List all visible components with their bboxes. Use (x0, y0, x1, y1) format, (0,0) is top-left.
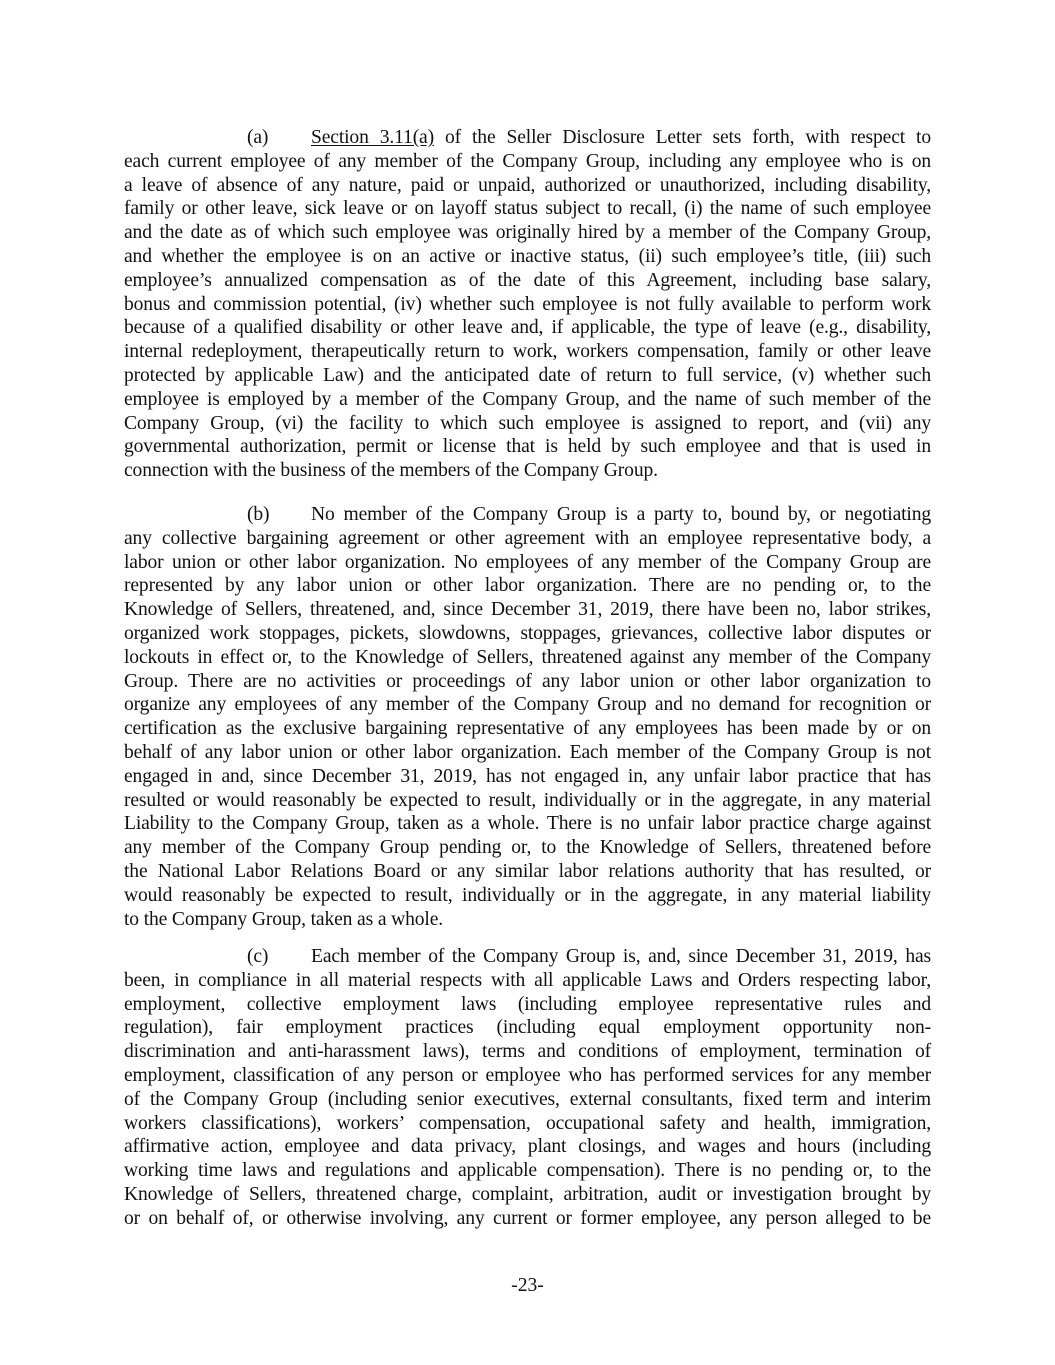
paragraph-line: Group. There are no activities or proceedings of any labor union or other labor organization to (124, 670, 931, 692)
paragraph-text: of the Seller Disclosure Letter sets forth, with respect to (433, 127, 931, 148)
paragraph-line: Company Group, (vi) the facility to which such employee is assigned to report, and (vii) any (124, 412, 931, 434)
paragraph-line: represented by any labor union or other labor organization. There are no pending or, to the (124, 575, 931, 597)
paragraph-text: No member of the Company Group is a party to, bound by, or negotiating (311, 504, 931, 525)
paragraph-line: certification as the exclusive bargaining representative of any employees has been made by or on (124, 718, 931, 740)
paragraph-line: any member of the Company Group pending or, to the Knowledge of Sellers, threatened before (124, 837, 931, 859)
paragraph-line: discrimination and anti-harassment laws), terms and conditions of employment, termination of (124, 1041, 931, 1063)
paragraph-line: connection with the business of the members of the Company Group. (124, 460, 658, 482)
paragraph-line: resulted or would reasonably be expected to result, individually or in the aggregate, in any material (124, 789, 931, 811)
paragraph-line: affirmative action, employee and data privacy, plant closings, and wages and hours (including (124, 1136, 931, 1158)
paragraph-line: behalf of any labor union or other labor organization. Each member of the Company Group is not (124, 741, 931, 763)
paragraph-label: (a) (247, 127, 269, 148)
paragraph-line: each current employee of any member of the Company Group, including any employee who is on (124, 150, 931, 172)
paragraph-first-line (124, 126, 931, 150)
paragraph-line: organized work stoppages, pickets, slowdowns, stoppages, grievances, collective labor disputes or (124, 622, 931, 644)
paragraph-line: organize any employees of any member of the Company Group and no demand for recognition or (124, 694, 931, 716)
paragraph-line: employment, collective employment laws (including employee representative rules and (124, 993, 931, 1015)
paragraph-line: employment, classification of any person or employee who has performed services for any member (124, 1064, 931, 1086)
paragraph-line: lockouts in effect or, to the Knowledge of Sellers, threatened against any member of the Company (124, 646, 931, 668)
paragraph-line: working time laws and regulations and applicable compensation). There is no pending or, to the (124, 1160, 931, 1182)
paragraph-line: a leave of absence of any nature, paid or unpaid, authorized or unauthorized, including disability, (124, 174, 931, 196)
paragraph-line: or on behalf of, or otherwise involving, any current or former employee, any person alleged to be (124, 1207, 931, 1229)
paragraph-c (124, 945, 931, 1231)
paragraph-first-line (124, 503, 931, 527)
paragraph-line: of the Company Group (including senior executives, external consultants, fixed term and interim (124, 1088, 931, 1110)
paragraph-text: Each member of the Company Group is, and, since December 31, 2019, has (311, 946, 931, 967)
paragraph-line: workers classifications), workers’ compensation, occupational safety and health, immigration, (124, 1112, 931, 1134)
paragraph-line: bonus and commission potential, (iv) whether such employee is not fully available to perform work (124, 293, 931, 315)
paragraph-line: labor union or other labor organization. No employees of any member of the Company Group are (124, 551, 931, 573)
paragraph-line: employee’s annualized compensation as of the date of this Agreement, including base salary, (124, 269, 931, 291)
paragraph-line: Knowledge of Sellers, threatened charge, complaint, arbitration, audit or investigation brought by (124, 1183, 931, 1205)
paragraph-line: regulation), fair employment practices (including equal employment opportunity non- (124, 1017, 931, 1039)
paragraph-line: would reasonably be expected to result, individually or in the aggregate, in any material liability (124, 884, 931, 906)
paragraph-line: Liability to the Company Group, taken as a whole. There is no unfair labor practice charge against (124, 813, 931, 835)
paragraph-line: protected by applicable Law) and the anticipated date of return to full service, (v) whether such (124, 364, 931, 386)
paragraph-line: engaged in and, since December 31, 2019, has not engaged in, any unfair labor practice that has (124, 765, 931, 787)
paragraph-line: employee is employed by a member of the Company Group, and the name of such member of the (124, 388, 931, 410)
paragraph-label: (b) (247, 504, 270, 525)
paragraph-a (124, 126, 931, 483)
paragraph-label: (c) (247, 946, 269, 967)
paragraph-line: been, in compliance in all material respects with all applicable Laws and Orders respecting labor, (124, 969, 931, 991)
paragraph-b (124, 503, 931, 931)
section-reference-link[interactable]: Section 3.11(a) (311, 127, 434, 148)
page-number: -23- (511, 1275, 544, 1296)
paragraph-line: because of a qualified disability or other leave and, if applicable, the type of leave (e.g., disability, (124, 317, 931, 339)
paragraph-line: family or other leave, sick leave or on layoff status subject to recall, (i) the name of such employee (124, 198, 931, 220)
paragraph-line: Knowledge of Sellers, threatened, and, since December 31, 2019, there have been no, labor strikes, (124, 599, 931, 621)
paragraph-line: governmental authorization, permit or license that is held by such employee and that is used in (124, 436, 931, 458)
paragraph-line: to the Company Group, taken as a whole. (124, 908, 444, 930)
paragraph-line: any collective bargaining agreement or other agreement with an employee representative body, a (124, 527, 931, 549)
paragraph-line: the National Labor Relations Board or any similar labor relations authority that has resulted, or (124, 860, 931, 882)
paragraph-line: and whether the employee is on an active or inactive status, (ii) such employee’s title, (iii) such (124, 245, 931, 267)
paragraph-first-line (124, 945, 931, 969)
paragraph-line: internal redeployment, therapeutically return to work, workers compensation, family or other leave (124, 341, 931, 363)
paragraph-line: and the date as of which such employee was originally hired by a member of the Company Group, (124, 222, 931, 244)
